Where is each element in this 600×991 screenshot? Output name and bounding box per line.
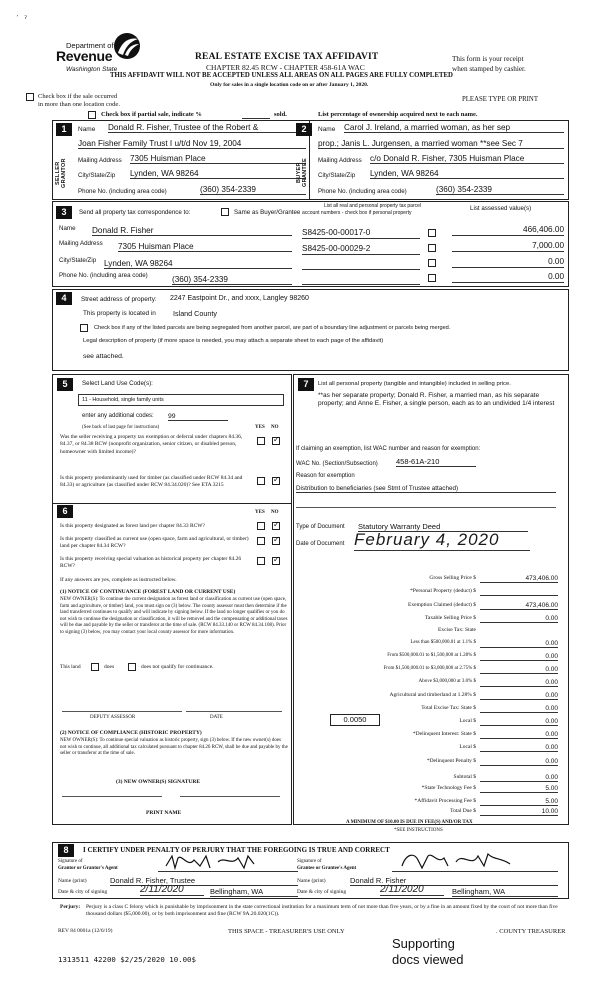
tax-row-value[interactable]: 0.00 bbox=[480, 653, 558, 661]
grantee-sig-label-2: Grantee or Grantee's Agent bbox=[297, 866, 357, 871]
section-8-number: 8 bbox=[58, 844, 74, 857]
personal-property-checkbox[interactable] bbox=[428, 274, 436, 282]
tax-row-value[interactable]: 5.00 bbox=[480, 798, 558, 806]
buyer-name-line-2[interactable]: prop.; Janis L. Jurgensen, a married woman **see Sec 7 bbox=[318, 139, 564, 149]
buyer-mailing-label: Mailing Address bbox=[318, 157, 362, 164]
tax-row-label: *Personal Property (deduct) $ bbox=[410, 588, 476, 594]
tax-row-label: Less than $500,000.01 at 1.1% $ bbox=[410, 640, 476, 645]
if-yes-note: If any answers are yes, complete as instructed below. bbox=[60, 577, 177, 583]
land-does-not-checkbox[interactable] bbox=[128, 663, 136, 671]
assessed-header: List assessed value(s) bbox=[470, 205, 532, 212]
partial-sale-pct-field[interactable] bbox=[242, 111, 270, 119]
assessed-value[interactable]: 466,406.00 bbox=[452, 225, 564, 236]
tax-row-label: *Delinquent Interest: State $ bbox=[412, 731, 476, 737]
assessed-value[interactable]: 0.00 bbox=[452, 272, 564, 283]
grantor-signature[interactable] bbox=[158, 856, 298, 872]
doc-type[interactable]: Statutory Warranty Deed bbox=[358, 522, 528, 532]
multi-location-label-2: in more than one location code. bbox=[38, 101, 120, 108]
parcel-header-1: List all real and personal property tax parcel bbox=[324, 203, 421, 209]
tax-row-value[interactable]: 0.00 bbox=[480, 744, 558, 752]
q6-1-no-checkbox[interactable] bbox=[272, 522, 280, 530]
partial-sale-sold: sold. bbox=[274, 111, 287, 118]
correspondence-mailing-label: Mailing Address bbox=[59, 240, 103, 247]
buyer-mailing[interactable]: c/o Donald R. Fisher, 7305 Huisman Place bbox=[370, 154, 564, 164]
notice-continuance-title: (1) NOTICE OF CONTINUANCE (FOREST LAND OR CURRENT USE) bbox=[60, 589, 236, 595]
grantee-signature-scrawl bbox=[392, 850, 558, 872]
street-address-label: Street address of property: bbox=[81, 296, 157, 303]
parcel-number[interactable]: S8425-00-00029-2 bbox=[302, 244, 420, 255]
notice-compliance-body: NEW OWNER(S): To continue special valuation as historic property, sign (3) below. If the new owner(s) does not wish to continue, all additional tax calculated pursuant to chapter 84.26 RCW, shall be due and payable by the seller or transferor at the time of sale. bbox=[60, 738, 288, 757]
correspondence-name[interactable]: Donald R. Fisher bbox=[92, 226, 292, 236]
seller-name-label: Name bbox=[78, 126, 96, 133]
partial-sale-checkbox[interactable] bbox=[88, 111, 96, 119]
sales-note: Only for sales in a single location code on or after January 1, 2020. bbox=[210, 82, 369, 88]
form-title: REAL ESTATE EXCISE TAX AFFIDAVIT bbox=[195, 52, 379, 62]
buyer-city[interactable]: Lynden, WA 98264 bbox=[370, 169, 564, 179]
parcel-number[interactable] bbox=[302, 259, 420, 270]
personal-property-checkbox[interactable] bbox=[428, 244, 436, 252]
q6-3-no-checkbox[interactable] bbox=[272, 557, 280, 565]
grantee-date[interactable]: 2/11/2020 bbox=[380, 884, 444, 896]
correspondence-phone[interactable]: (360) 354-2339 bbox=[172, 275, 292, 285]
section-3-number: 3 bbox=[56, 206, 72, 219]
grantee-sig-label-1: Signature of bbox=[297, 859, 322, 864]
yes-header-6: YES bbox=[255, 510, 265, 515]
tax-row-label: Taxable Selling Price $ bbox=[424, 615, 476, 621]
segregated-checkbox[interactable] bbox=[80, 324, 88, 332]
send-correspondence-label: Send all property tax correspondence to: bbox=[79, 209, 191, 216]
buyer-city-label: City/State/Zip bbox=[318, 172, 356, 179]
tax-row-value[interactable]: 5.00 bbox=[480, 785, 558, 793]
grantor-city[interactable]: Bellingham, WA bbox=[210, 887, 298, 897]
grantee-city[interactable]: Bellingham, WA bbox=[452, 887, 558, 897]
seller-city-label: City/State/Zip bbox=[78, 172, 116, 179]
grantee-signature[interactable] bbox=[392, 856, 558, 872]
buyer-phone[interactable]: (360) 354-2339 bbox=[436, 185, 564, 195]
grantor-date-label: Date & city of signing bbox=[58, 889, 108, 895]
grantor-name[interactable]: Donald R. Fisher, Trustee bbox=[110, 876, 298, 886]
grantor-signature-scrawl bbox=[158, 852, 298, 872]
tax-row-label: Agricultural and timberland at 1.28% $ bbox=[389, 692, 476, 698]
located-in-county[interactable]: Island County bbox=[173, 309, 217, 318]
notice-continuance-body: NEW OWNER(S): To continue the current designation as forest land or classification as current use (open space, farm and agriculture, or timber) land, you must sign on (3) below. The county assessor must then determine if the land transferred continues to qualify and will indicate by signing below. If the land no longer qualifies or you do not wish to continue the designation or classification, it will be removed and the compensating or additional taxes will be due and payable by the seller or transferor at the time of sale. (RCW 84.33.140 or RCW 84.34.108). Prior to signing (3) below, you may contact your local county assessor for more information. bbox=[60, 597, 288, 635]
parcel-number[interactable] bbox=[302, 274, 420, 285]
section-5-number: 5 bbox=[57, 378, 73, 391]
no-header-6: NO bbox=[271, 510, 279, 515]
logo-revenue-text: Revenue bbox=[56, 48, 113, 64]
new-owner-signature-line-2[interactable] bbox=[180, 796, 280, 797]
see-instructions-note: *SEE INSTRUCTIONS bbox=[394, 828, 443, 833]
tax-row-value[interactable]: 0.00 bbox=[480, 615, 558, 623]
seller-mailing[interactable]: 7305 Huisman Place bbox=[130, 154, 306, 164]
minimum-due-note: A MINIMUM OF $10.00 IS DUE IN FEE(S) AND/OR TAX bbox=[346, 820, 473, 825]
page-mark: ᾽ ˀ bbox=[16, 14, 27, 23]
personal-property-text[interactable]: **as her separate property; Donald R. Fisher, a married man, as his separate property; and Anne E. Fisher, a single person, each as to an undivided 1/4 interest bbox=[318, 392, 555, 407]
revision-label: REV 84 0001a (12/6/19) bbox=[58, 928, 113, 934]
tax-row-label: *Delinquent Penalty $ bbox=[426, 758, 476, 764]
tax-row-label: Exemption Claimed (deduct) $ bbox=[408, 602, 476, 608]
wac-number[interactable]: 458-61A-210 bbox=[396, 457, 476, 467]
section-5-question-2: Is this property predominantly used for timber (as classified under RCW 84.34 and 84.33) or agriculture (as classified under RCW 84.34.020)? See ETA 3215 bbox=[60, 475, 243, 488]
deputy-date-label: DATE bbox=[210, 715, 223, 720]
grantee-date-label: Date & city of signing bbox=[297, 889, 347, 895]
seller-name-line-1[interactable]: Donald R. Fisher, Trustee of the Robert & bbox=[108, 123, 306, 133]
tax-row-label: Gross Selling Price $ bbox=[429, 575, 476, 581]
section-6-question-2: Is this property classified as current use (open space, farm and agricultural, or timber) land per chapter 84.34 RCW? bbox=[60, 536, 249, 549]
correspondence-city-label: City/State/Zip bbox=[59, 257, 97, 264]
correspondence-name-label: Name bbox=[59, 225, 76, 232]
section-6-question-1: Is this property designated as forest land per chapter 84.33 RCW? bbox=[60, 523, 205, 529]
county-treasurer-label: . COUNTY TREASURER bbox=[496, 928, 566, 935]
personal-property-label: List all personal property (tangible and intangible) included in selling price. bbox=[318, 381, 511, 387]
tax-row-label: Local $ bbox=[459, 718, 476, 724]
personal-property-checkbox[interactable] bbox=[428, 229, 436, 237]
tax-row-label: *Affidavit Processing Fee $ bbox=[414, 798, 476, 804]
grantee-name[interactable]: Donald R. Fisher bbox=[350, 876, 558, 886]
grantor-date[interactable]: 2/11/2020 bbox=[140, 884, 204, 896]
q5-1-yes-checkbox[interactable] bbox=[257, 437, 265, 445]
section-1-number: 1 bbox=[56, 123, 72, 136]
buyer-side-label: BUYER GRANTEE bbox=[296, 158, 308, 188]
local-rate-value: 0.0050 bbox=[343, 715, 367, 724]
street-address[interactable]: 2247 Eastpoint Dr., and xxxx, Langley 98260 bbox=[170, 295, 309, 302]
land-use-select[interactable] bbox=[78, 394, 284, 406]
seller-name-line-2[interactable]: Joan Fisher Family Trust I u/t/d Nov 19, 2004 bbox=[78, 139, 306, 149]
same-as-buyer-checkbox[interactable] bbox=[221, 208, 229, 216]
multi-location-checkbox[interactable] bbox=[26, 93, 34, 101]
tax-row-label: Local $ bbox=[459, 744, 476, 750]
segregated-label: Check box if any of the listed parcels are being segregated from another parcel, are part of a boundary line adjustment or parcels being merged. bbox=[94, 325, 451, 331]
perjury-text: Perjury is a class C felony which is punishable by imprisonment in the state correctional institution for a maximum term of not more than five years, or by a fine in an amount fixed by the court of not more than five thousand dollars ($5,000.00), or by both imprisonment and fine (RCW 9A.20.020(1C)). bbox=[86, 904, 558, 918]
located-in-label: This property is located in bbox=[83, 310, 156, 317]
tax-row-value[interactable]: 473,406.00 bbox=[480, 575, 558, 583]
tax-row-value[interactable]: 10.00 bbox=[480, 808, 558, 816]
grantor-name-label: Name (print) bbox=[58, 878, 87, 884]
notice-compliance-title: (2) NOTICE OF COMPLIANCE (HISTORIC PROPERTY) bbox=[60, 730, 202, 736]
print-name-label: PRINT NAME bbox=[146, 810, 182, 816]
no-header-5: NO bbox=[271, 425, 279, 430]
seller-phone-label: Phone No. (including area code) bbox=[78, 188, 167, 195]
tax-row-value[interactable]: 473,406.00 bbox=[480, 602, 558, 610]
section-6-number: 6 bbox=[57, 505, 73, 518]
tax-row-label: From $500,000.01 to $1,500,000 at 1.28% $ bbox=[387, 653, 476, 658]
section-4-number: 4 bbox=[56, 292, 72, 305]
q6-2-no-checkbox[interactable] bbox=[272, 537, 280, 545]
yes-header-5: YES bbox=[255, 425, 265, 430]
section-6-question-3: Is this property receiving special valuation as historical property per chapter 84.26 RCW? bbox=[60, 556, 242, 569]
tax-row-value[interactable] bbox=[480, 588, 558, 596]
supporting-docs-note-1: Supporting bbox=[392, 936, 455, 951]
tax-row-value[interactable]: 0.00 bbox=[480, 640, 558, 648]
new-owner-signature-label: (3) NEW OWNER(S) SIGNATURE bbox=[116, 779, 200, 785]
doc-date-label: Date of Document bbox=[296, 541, 345, 547]
tax-row-value[interactable]: 0.00 bbox=[480, 758, 558, 766]
land-does-not-label: does not qualify for continuance. bbox=[141, 664, 214, 670]
receipt-note-1: This form is your receipt bbox=[452, 55, 524, 63]
receipt-stamp-line: 1313511 42200 $2/25/2020 10.00$ bbox=[58, 955, 196, 964]
form-warning: THIS AFFIDAVIT WILL NOT BE ACCEPTED UNLESS ALL AREAS ON ALL PAGES ARE FULLY COMPLETED bbox=[110, 72, 453, 79]
land-does-checkbox[interactable] bbox=[91, 663, 99, 671]
certify-statement: I CERTIFY UNDER PENALTY OF PERJURY THAT THE FOREGOING IS TRUE AND CORRECT bbox=[83, 846, 390, 854]
new-owner-signature-line-1[interactable] bbox=[62, 796, 162, 797]
assessed-value[interactable]: 0.00 bbox=[452, 257, 564, 268]
buyer-name-line-1[interactable]: Carol J. Ireland, a married woman, as her sep bbox=[344, 123, 564, 133]
tax-row-value[interactable]: 0.00 bbox=[480, 692, 558, 700]
tax-row-value[interactable]: 0.00 bbox=[480, 705, 558, 713]
tax-row-label: Excise Tax: State bbox=[437, 627, 476, 633]
parcel-number[interactable]: S8425-00-00017-0 bbox=[302, 228, 420, 239]
tax-row-value[interactable]: 0.00 bbox=[480, 774, 558, 782]
correspondence-phone-label: Phone No. (including area code) bbox=[59, 272, 148, 279]
legal-description-label: Legal description of property (if more space is needed, you may attach a separate sheet to each page of the affidavit) bbox=[83, 338, 384, 344]
q6-2-yes-checkbox[interactable] bbox=[257, 537, 265, 545]
tax-row-label: Total Excise Tax: State $ bbox=[421, 705, 476, 711]
additional-codes[interactable]: 99 bbox=[168, 413, 228, 421]
parcel-header-2: account numbers - check box if personal property bbox=[302, 210, 412, 216]
ownership-note: List percentage of ownership acquired next to each name. bbox=[318, 111, 478, 118]
multi-location-label: Check box if the sale occurred bbox=[38, 93, 118, 100]
tax-row-value[interactable]: 0.00 bbox=[480, 731, 558, 739]
tax-row-value[interactable]: 0.00 bbox=[480, 718, 558, 726]
personal-property-checkbox[interactable] bbox=[428, 259, 436, 267]
print-note: PLEASE TYPE OR PRINT bbox=[462, 96, 538, 103]
perjury-label: Perjury: bbox=[60, 904, 81, 910]
additional-codes-label: enter any additional codes: bbox=[82, 413, 154, 419]
logo-state-text: Washington State bbox=[66, 66, 118, 73]
section-5-question-1: Was the seller receiving a property tax exemption or deferral under chapters 84.36, 84.37, or 84.38 RCW (nonprofit organization, senior citizen, or disabled person, homeowner with limited income)? bbox=[60, 434, 243, 455]
tax-row-value[interactable]: 0.00 bbox=[480, 666, 558, 674]
land-use-label: Select Land Use Code(s): bbox=[82, 380, 153, 387]
form-chapter: CHAPTER 82.45 RCW - CHAPTER 458-61A WAC bbox=[206, 63, 365, 72]
seller-city[interactable]: Lynden, WA 98264 bbox=[130, 169, 306, 179]
doc-date[interactable]: February 4, 2020 bbox=[354, 530, 530, 551]
deputy-assessor-label: DEPUTY ASSESSOR bbox=[90, 715, 136, 720]
section-7-number: 7 bbox=[298, 378, 314, 391]
q5-2-no-checkbox[interactable] bbox=[272, 477, 280, 485]
department-logo bbox=[56, 28, 142, 74]
correspondence-mailing[interactable]: 7305 Huisman Place bbox=[118, 242, 292, 252]
reason-label: Reason for exemption bbox=[296, 473, 355, 479]
grantor-sig-label-1: Signature of bbox=[58, 859, 83, 864]
q5-1-no-checkbox[interactable] bbox=[272, 437, 280, 445]
q5-2-yes-checkbox[interactable] bbox=[257, 477, 265, 485]
grantee-name-label: Name (print) bbox=[297, 878, 326, 884]
land-use-value: 11 - Household, single family units bbox=[82, 397, 164, 403]
tax-row-label: *State Technology Fee $ bbox=[421, 785, 476, 791]
tax-row-label: Total Due $ bbox=[450, 808, 476, 814]
receipt-note-2: when stamped by cashier. bbox=[452, 65, 526, 73]
supporting-docs-note-2: docs viewed bbox=[392, 952, 464, 967]
buyer-phone-label: Phone No. (including area code) bbox=[318, 188, 407, 195]
buyer-name-label: Name bbox=[318, 126, 336, 133]
doc-type-label: Type of Document bbox=[296, 524, 345, 530]
revenue-logo-icon bbox=[112, 31, 142, 61]
tax-row-label: Above $3,000,000 at 3.0% $ bbox=[418, 679, 476, 684]
assessed-value[interactable]: 7,000.00 bbox=[452, 241, 564, 252]
tax-row-label: From $1,500,000.01 to $3,000,000 at 2.75% $ bbox=[383, 666, 476, 671]
correspondence-city[interactable]: Lynden, WA 98264 bbox=[104, 259, 292, 269]
logo-dept-text: Department of bbox=[66, 41, 114, 50]
seller-mailing-label: Mailing Address bbox=[78, 157, 122, 164]
section-2-number: 2 bbox=[296, 123, 312, 136]
land-does-label: does bbox=[104, 664, 115, 670]
q6-3-yes-checkbox[interactable] bbox=[257, 557, 265, 565]
seller-side-label: SELLER GRANTOR bbox=[55, 158, 67, 188]
q6-1-yes-checkbox[interactable] bbox=[257, 522, 265, 530]
grantor-sig-label-2: Grantor or Grantor's Agent bbox=[58, 866, 118, 871]
wac-label: WAC No. (Section/Subsection) bbox=[296, 461, 378, 467]
this-land-label: This land bbox=[60, 664, 81, 670]
partial-sale-label: Check box if partial sale, indicate % bbox=[101, 111, 202, 118]
seller-phone[interactable]: (360) 354-2339 bbox=[200, 185, 306, 195]
tax-row-label: Subtotal $ bbox=[453, 774, 476, 780]
treasurer-use-label: THIS SPACE - TREASURER'S USE ONLY bbox=[228, 928, 345, 935]
see-back-note: (See back of last page for instructions) bbox=[82, 425, 160, 430]
tax-row-value[interactable]: 0.00 bbox=[480, 679, 558, 687]
exemption-label: If claiming an exemption, list WAC number and reason for exemption: bbox=[296, 446, 481, 452]
legal-description[interactable]: see attached. bbox=[83, 353, 124, 360]
same-as-buyer-label: Same as Buyer/Grantee bbox=[234, 209, 301, 216]
exemption-reason[interactable]: Distribution to beneficiaries (see Stmt of Trustee attached) bbox=[296, 485, 556, 493]
